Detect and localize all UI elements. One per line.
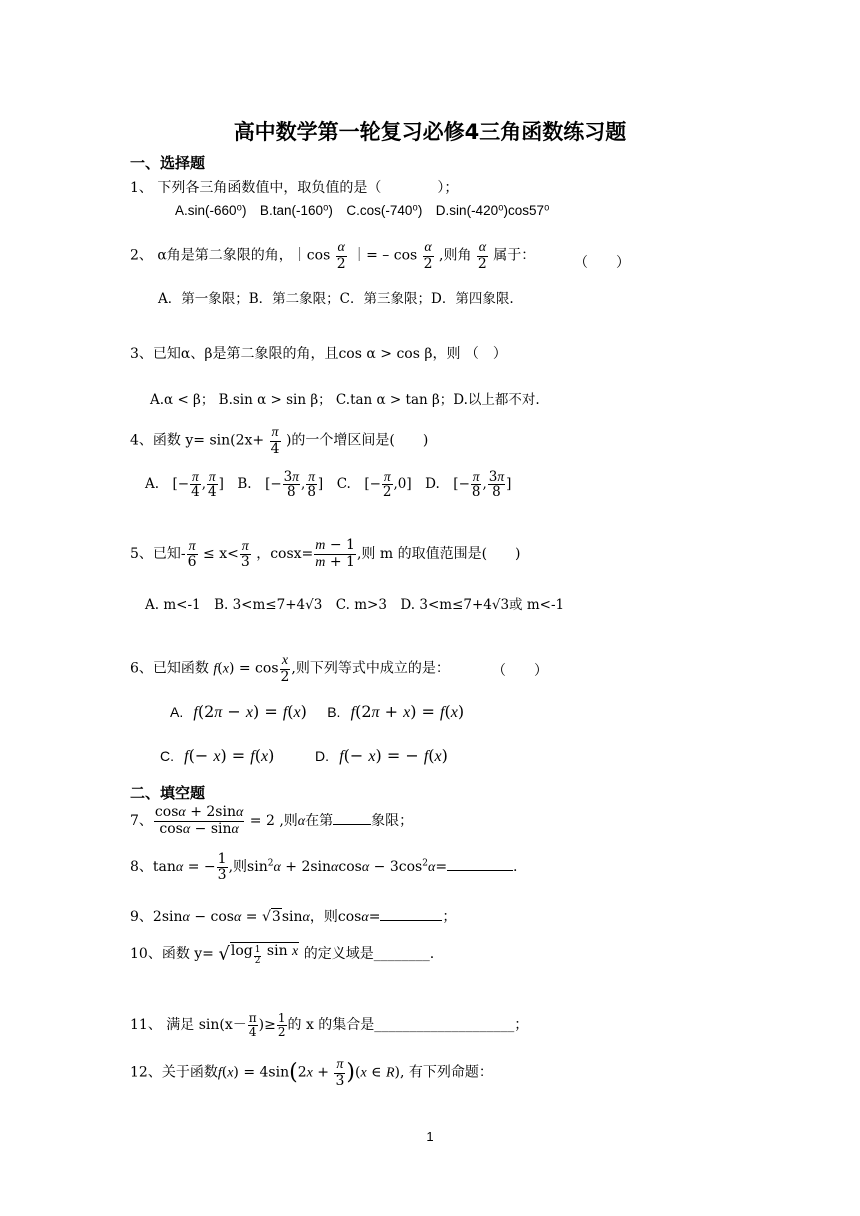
- question-2-suffix: 属于：: [493, 247, 536, 264]
- question-4-suffix: )的一个增区间是( ): [285, 432, 429, 449]
- fraction-alpha-over-2: $\frac{\alpha}{2}$: [423, 240, 433, 272]
- question-6-options-ab: A. f(2π − x) = f(x) B. f(2π + x) = f(x): [170, 702, 465, 721]
- section-heading-fill: 二、填空题: [130, 784, 206, 802]
- question-1-options: A.sin(-660⁰) B.tan(-160⁰) C.cos(-740⁰) D.sin(-420⁰)cos57⁰: [175, 203, 550, 218]
- question-2-options: A．第一象限；B．第二象限；C．第三象限；D．第四象限.: [158, 291, 514, 307]
- question-9: 9、2sinα − cosα = √3sinα，则cosα= ；: [130, 909, 457, 925]
- question-1: 1、 下列各三角函数值中，取负值的是（ ）；: [130, 180, 459, 196]
- question-5-prefix: 5、已知-: [130, 546, 186, 563]
- question-5-options: A. m<-1 B. 3<m≤7+4√3 C. m>3 D. 3<m≤7+4√3或 m<-1: [145, 597, 565, 613]
- question-2-prefix: 2、 α角是第二象限的角，｜cos: [130, 247, 331, 264]
- question-5: 5、已知- $\frac{\pi}{6}$ ≤ x< $\frac{\pi}{3}$ ，cosx= $\frac{m - 1}{m + 1}$ ,则 m 的取值范围是( ): [130, 537, 521, 571]
- question-6: 6、已知函数 f(x) = cos $\frac{x}{2}$ ,则下列等式中成立的是：: [130, 653, 450, 685]
- question-10: 10、函数 y= √log $_{\frac{1}{2}}$ sin x 的定义域是________.: [130, 943, 435, 966]
- question-6-options-cd: C. f(− x) = f(x) D. f(− x) = − f(x): [160, 746, 448, 765]
- question-3: 3、已知α、β是第二象限的角，且cos α > cos β，则 （ ）: [130, 346, 507, 362]
- question-4: [130, 425, 428, 456]
- question-7: 7、 $\frac{\cos\alpha + 2\sin\alpha}{\cos\alpha - \sin\alpha}$ = 2 ,则α在第 象限；: [130, 804, 414, 837]
- question-2-answer-paren: （ ）: [574, 255, 630, 271]
- question-4-prefix: 4、函数 y= sin(2x+: [130, 432, 265, 449]
- fraction-pi-over-4: $\frac{\pi}{4}$: [270, 425, 280, 457]
- question-2: [130, 240, 535, 271]
- page-title: 高中数学第一轮复习必修4三角函数练习题: [233, 120, 627, 144]
- fraction-alpha-over-2: $\frac{\alpha}{2}$: [336, 240, 346, 272]
- question-2-mid: ｜= – cos: [352, 247, 418, 264]
- question-11: 11、 满足 sin(x－ $\frac{\pi}{4}$ )≥ $\frac{1}{2}$ 的 x 的集合是____________________；: [130, 1011, 529, 1039]
- question-6-suffix: ,则下列等式中成立的是：: [291, 660, 450, 677]
- question-6-answer-paren: （ ）: [492, 663, 548, 679]
- fraction-alpha-over-2: $\frac{\alpha}{2}$: [477, 240, 487, 272]
- question-5-suffix: ,则 m 的取值范围是( ): [356, 546, 521, 563]
- question-6-prefix: 6、已知函数: [130, 660, 209, 677]
- question-3-options: A.α < β； B.sin α > sin β； C.tan α > tan β；D.以上都不对.: [150, 392, 540, 408]
- question-8: 8、tanα = − $\frac{1}{3}$ ,则$\sin^2\alpha + 2\sin\alpha\cos\alpha - 3\cos^2\alpha=$ .: [130, 851, 518, 883]
- question-12: 12、关于函数f(x) = 4sin(2x + $\frac{\pi}{3}$ )(x ∈ R), 有下列命题：: [130, 1057, 493, 1089]
- page-number: 1: [426, 1129, 434, 1144]
- section-heading-choice: 一、选择题: [130, 154, 206, 172]
- question-2-mid2: ,则角: [439, 247, 472, 264]
- question-4-options: A. [− $\frac{\pi}{4}$ , $\frac{\pi}{4}$ ] B. [− $\frac{3\pi}{8}$ , $\frac{\pi}{8}$ ] C. [− $\frac{\pi}{2}$ ,0] D. [− $\frac{\pi}{8}$ , $\frac{3\pi}{8}$ ]: [145, 469, 512, 501]
